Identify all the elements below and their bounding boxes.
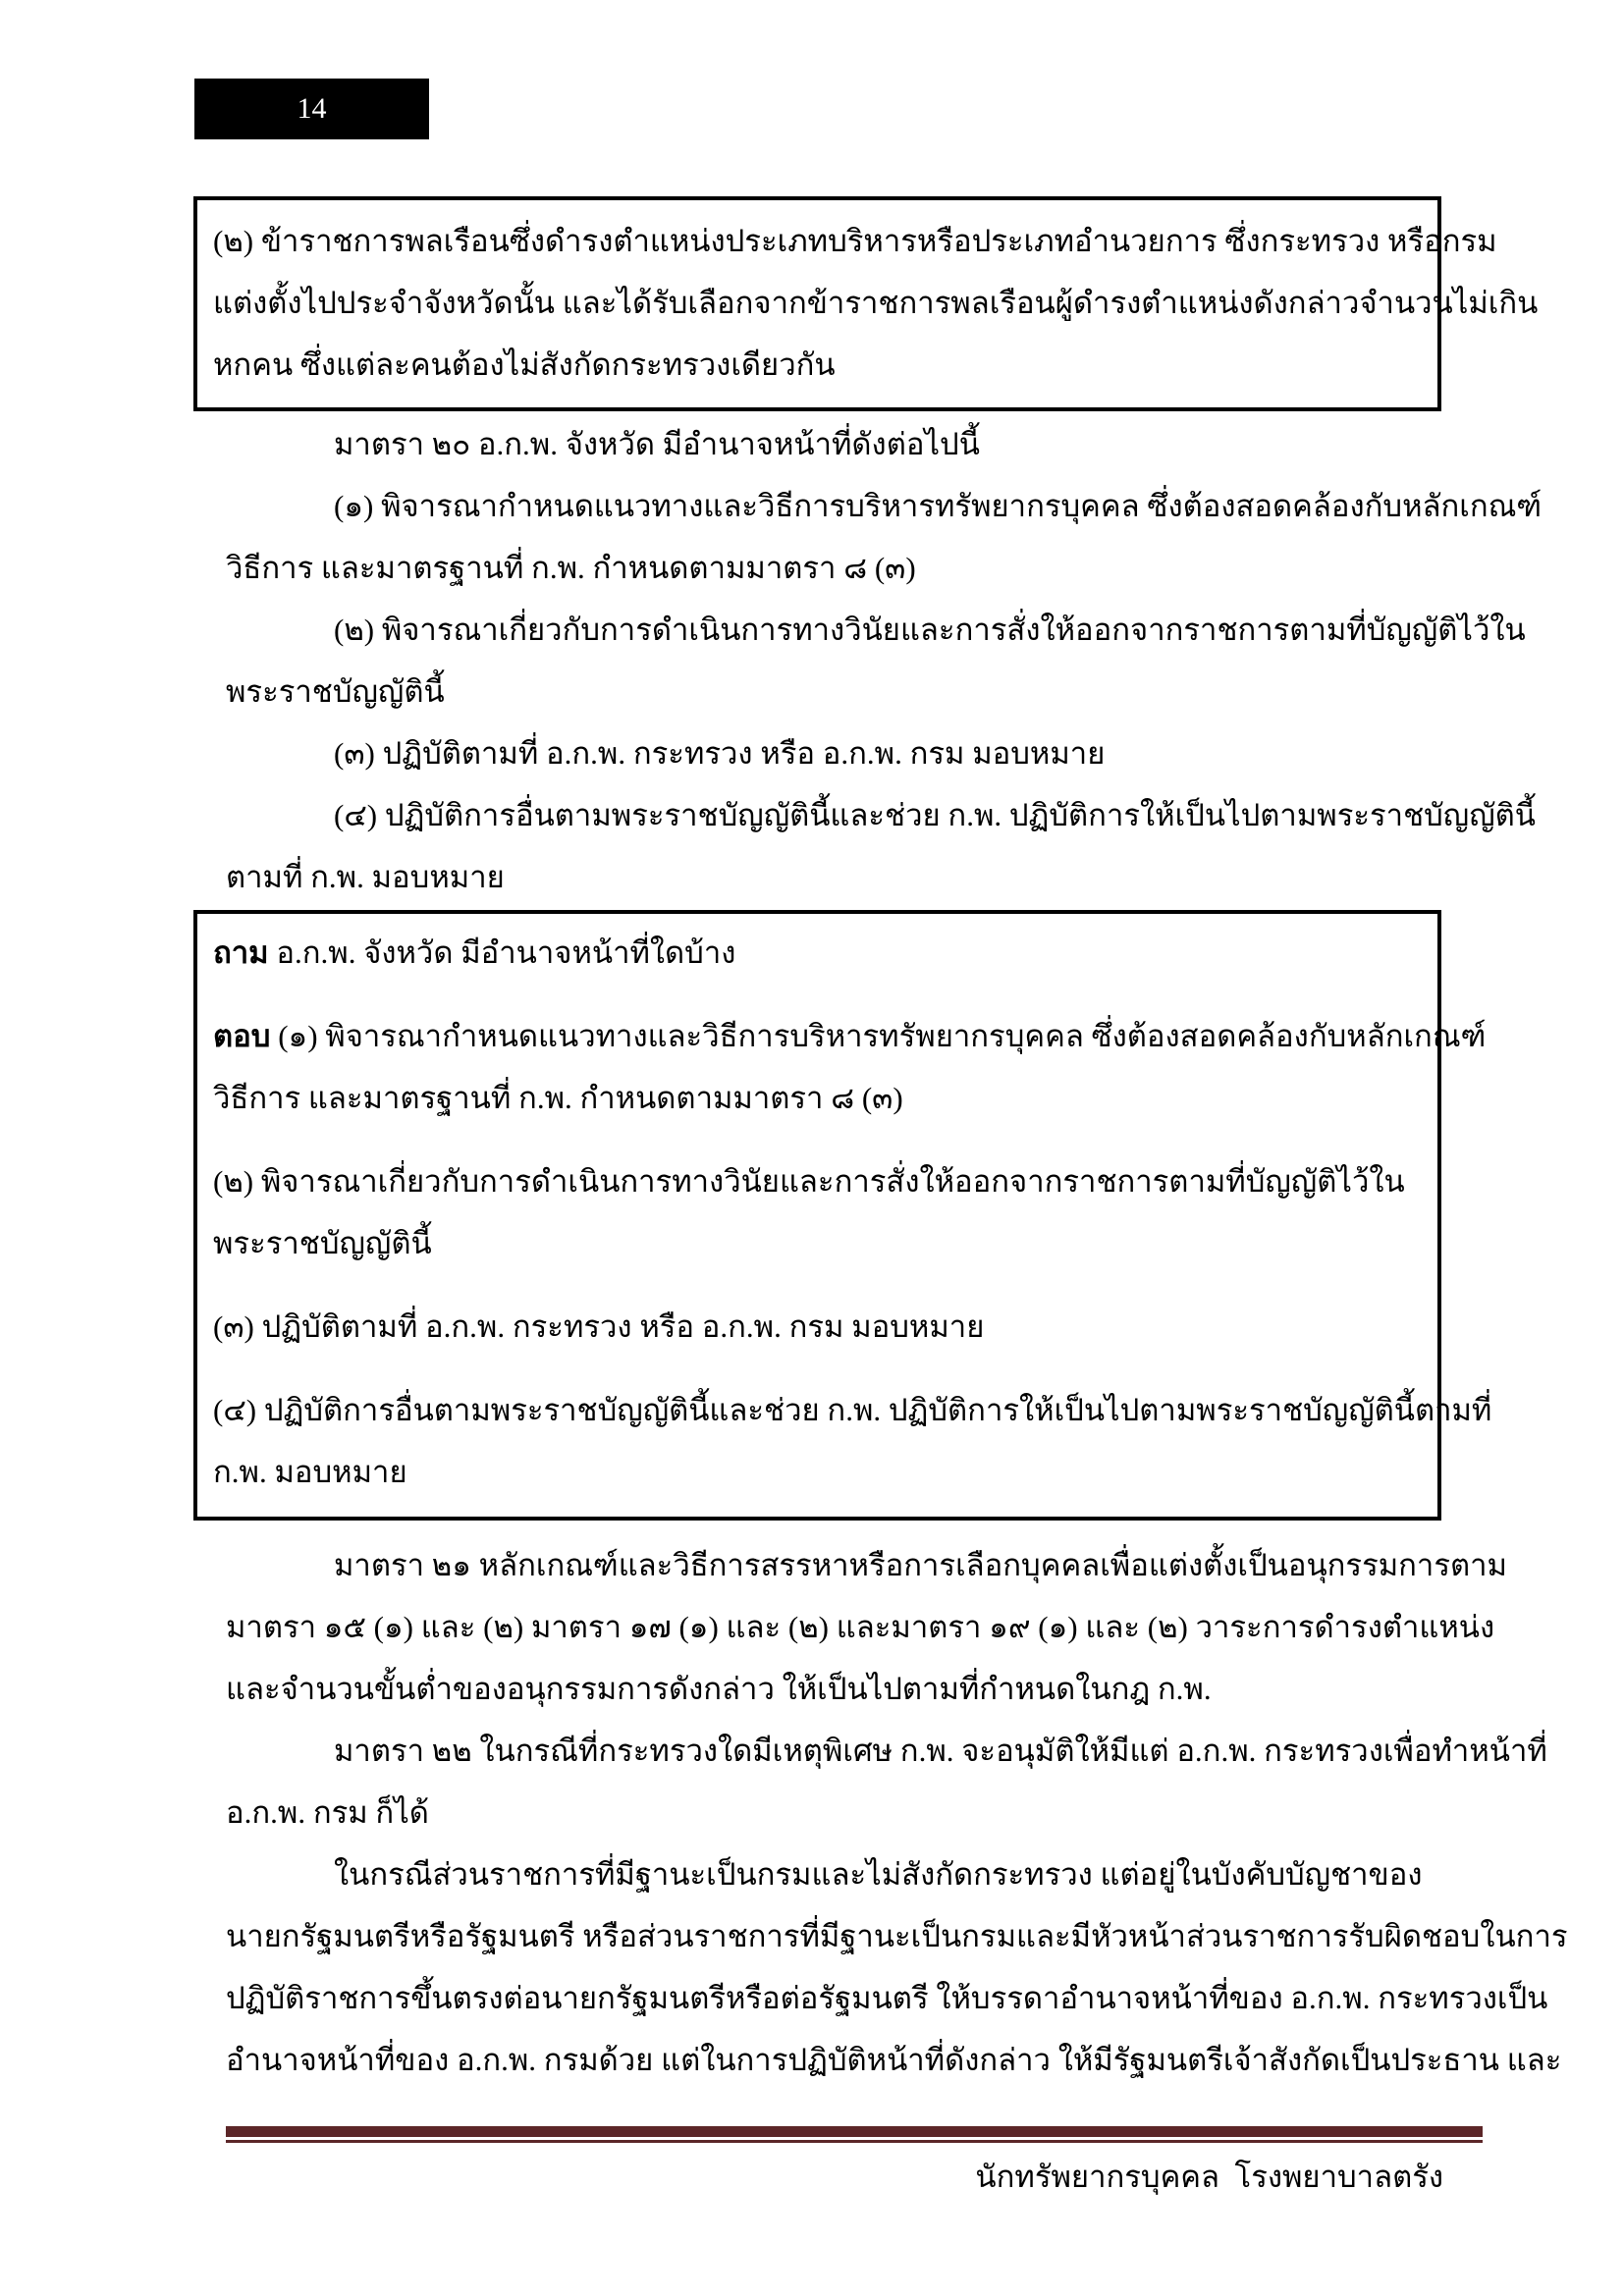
qa-answer-line: (๓) ปฏิบัติตามที่ อ.ก.พ. กระทรวง หรือ อ.ก.พ. กรม มอบหมาย: [213, 1309, 985, 1344]
body-line: อำนาจหน้าที่ของ อ.ก.พ. กรมด้วย แต่ในการปฏิบัติหน้าที่ดังกล่าว ให้มีรัฐมนตรีเจ้าสังกัดเป็นประธาน และ: [226, 2043, 1562, 2077]
qa-answer-line: พระราชบัญญัตินี้: [213, 1226, 432, 1260]
body-line: (๑) พิจารณากำหนดแนวทางและวิธีการบริหารทรัพยากรบุคคล ซึ่งต้องสอดคล้องกับหลักเกณฑ์: [334, 489, 1543, 523]
body-line: และจำนวนขั้นต่ำของอนุกรรมการดังกล่าว ให้เป็นไปตามที่กำหนดในกฎ ก.พ.: [226, 1672, 1212, 1706]
footer-rule-thick: [226, 2126, 1483, 2137]
answer-label: ตอบ: [213, 1019, 271, 1053]
section-matra-20: [193, 413, 1543, 908]
intro-text-box: [193, 196, 1539, 411]
body-line: (๓) ปฏิบัติตามที่ อ.ก.พ. กระทรวง หรือ อ.ก.พ. กรม มอบหมาย: [334, 736, 1106, 771]
question-answer-box: [193, 910, 1492, 1521]
body-line: (๔) ปฏิบัติการอื่นตามพระราชบัญญัตินี้และช่วย ก.พ. ปฏิบัติการให้เป็นไปตามพระราชบัญญัตินี้: [334, 798, 1536, 832]
footer-divider-rule: [226, 2126, 1483, 2143]
qa-question: [213, 922, 1418, 984]
body-line: พระราชบัญญัตินี้: [226, 674, 445, 709]
body-line: มาตรา ๒๑ หลักเกณฑ์และวิธีการสรรหาหรือการเลือกบุคคลเพื่อแต่งตั้งเป็นอนุกรรมการตาม: [334, 1548, 1507, 1582]
page-content: [193, 196, 1568, 2091]
question-text: อ.ก.พ. จังหวัด มีอำนาจหน้าที่ใดบ้าง: [276, 935, 736, 970]
footer-rule-thin: [226, 2140, 1483, 2143]
body-line: (๒) พิจารณาเกี่ยวกับการดำเนินการทางวินัยและการสั่งให้ออกจากราชการตามที่บัญญัติไว้ใน: [334, 613, 1526, 647]
intro-box-line: แต่งตั้งไปประจำจังหวัดนั้น และได้รับเลือกจากข้าราชการพลเรือนผู้ดำรงตำแหน่งดังกล่าวจำนวนไม่เกิน: [213, 286, 1539, 320]
body-line: ในกรณีส่วนราชการที่มีฐานะเป็นกรมและไม่สังกัดกระทรวง แต่อยู่ในบังคับบัญชาของ: [334, 1857, 1423, 1892]
intro-box-line: หกคน ซึ่งแต่ละคนต้องไม่สังกัดกระทรวงเดียวกัน: [213, 347, 836, 382]
body-line: ตามที่ ก.พ. มอบหมาย: [226, 860, 505, 894]
body-line: มาตรา ๒๐ อ.ก.พ. จังหวัด มีอำนาจหน้าที่ดังต่อไปนี้: [334, 427, 980, 461]
body-line: ปฏิบัติราชการขึ้นตรงต่อนายกรัฐมนตรีหรือต่อรัฐมนตรี ให้บรรดาอำนาจหน้าที่ของ อ.ก.พ. กระทรวงเป็น: [226, 1981, 1548, 2015]
body-line: อ.ก.พ. กรม ก็ได้: [226, 1795, 429, 1830]
page-number: 14: [297, 92, 327, 125]
intro-box-line: (๒) ข้าราชการพลเรือนซึ่งดำรงตำแหน่งประเภทบริหารหรือประเภทอำนวยการ ซึ่งกระทรวง หรือกรม: [213, 224, 1497, 258]
section-matra-21-22: [193, 1534, 1568, 2091]
qa-answer-item-2: [213, 1150, 1418, 1274]
answer-text: (๑) พิจารณากำหนดแนวทางและวิธีการบริหารทรัพยากรบุคคล ซึ่งต้องสอดคล้องกับหลักเกณฑ์: [278, 1019, 1487, 1053]
body-line: มาตรา ๑๕ (๑) และ (๒) มาตรา ๑๗ (๑) และ (๒) และมาตรา ๑๙ (๑) และ (๒) วาระการดำรงตำแหน่ง: [226, 1610, 1495, 1644]
footer-credit: นักทรัพยากรบุคคล โรงพยาบาลตรัง: [975, 2160, 1443, 2194]
question-label: ถาม: [213, 935, 269, 970]
qa-answer-item-1: [213, 1005, 1487, 1129]
qa-answer-line: (๒) พิจารณาเกี่ยวกับการดำเนินการทางวินัยและการสั่งให้ออกจากราชการตามที่บัญญัติไว้ใน: [213, 1164, 1405, 1199]
body-line: มาตรา ๒๒ ในกรณีที่กระทรวงใดมีเหตุพิเศษ ก.พ. จะอนุมัติให้มีแต่ อ.ก.พ. กระทรวงเพื่อทำหน้าที่: [334, 1734, 1547, 1768]
body-line: นายกรัฐมนตรีหรือรัฐมนตรี หรือส่วนราชการที่มีฐานะเป็นกรมและมีหัวหน้าส่วนราชการรับผิดชอบในการ: [226, 1919, 1568, 1953]
qa-answer-line: [213, 1005, 1487, 1067]
qa-answer-line: ก.พ. มอบหมาย: [213, 1455, 407, 1489]
qa-answer-line: วิธีการ และมาตรฐานที่ ก.พ. กำหนดตามมาตรา ๘ (๓): [213, 1081, 903, 1115]
qa-answer-item-3: [213, 1296, 1418, 1358]
body-line: วิธีการ และมาตรฐานที่ ก.พ. กำหนดตามมาตรา ๘ (๓): [226, 551, 916, 585]
qa-question-line: [213, 922, 1418, 984]
qa-answer-line: (๔) ปฏิบัติการอื่นตามพระราชบัญญัตินี้และช่วย ก.พ. ปฏิบัติการให้เป็นไปตามพระราชบัญญัตินี้ตามที่: [213, 1393, 1492, 1427]
page-number-box: [194, 79, 429, 139]
qa-answer-item-4: [213, 1379, 1492, 1503]
